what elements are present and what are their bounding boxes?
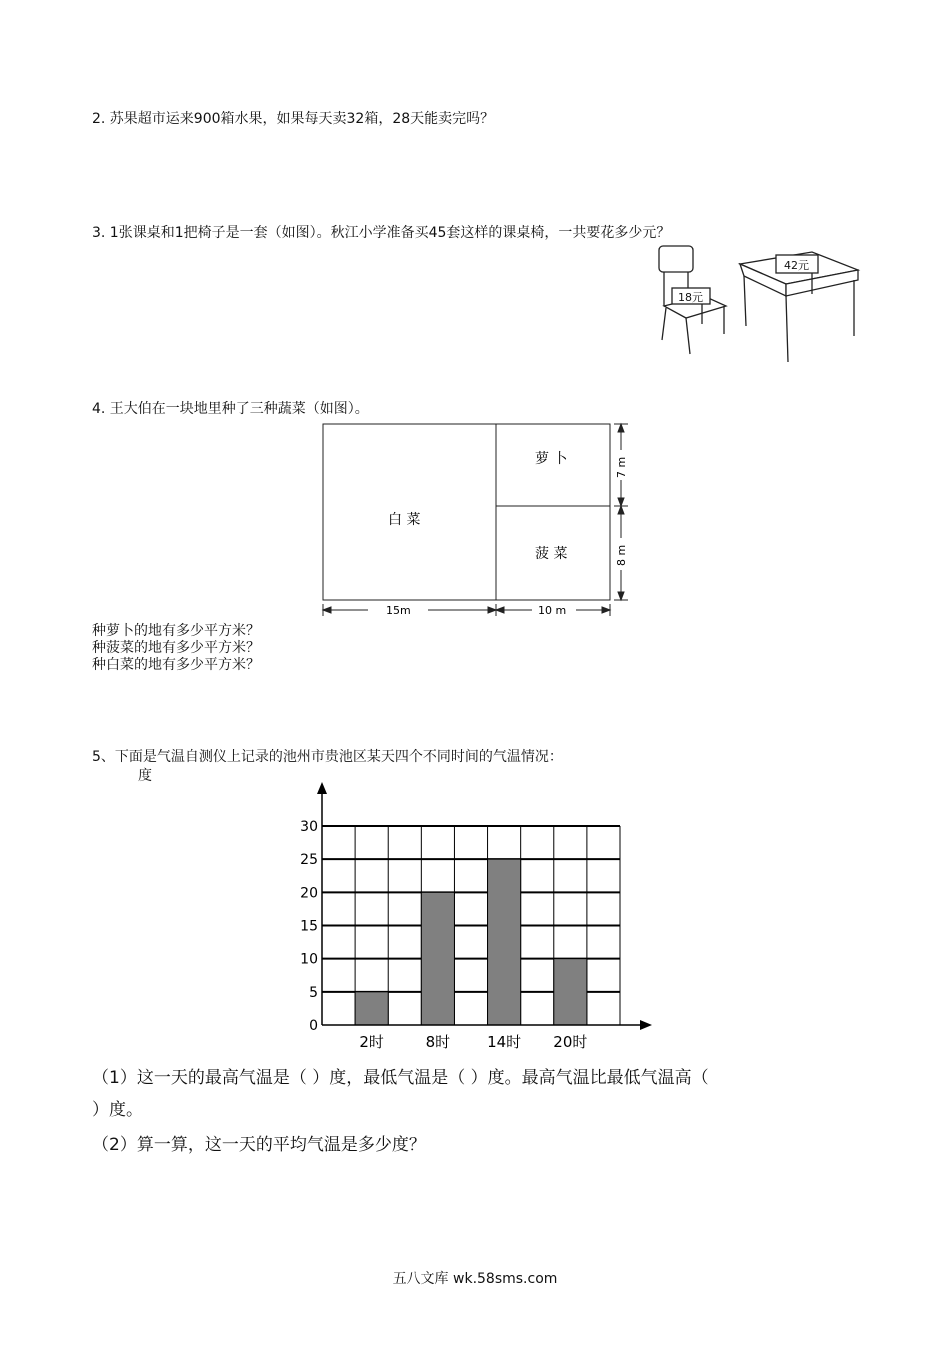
bar-2: [488, 859, 521, 1025]
question-5: 5、下面是气温自测仪上记录的池州市贵池区某天四个不同时间的气温情况：: [92, 749, 563, 765]
vegetable-field-diagram: [310, 418, 640, 618]
spinach-label: 菠 菜: [535, 546, 568, 562]
x-axis-arrow: [640, 1020, 652, 1030]
x-category-label: 20时: [553, 1033, 588, 1051]
y-tick-label: 10: [300, 951, 318, 968]
desk-chair-illustration: [652, 240, 867, 365]
bottom-height-label: 8 m: [615, 544, 628, 566]
y-tick-label: 5: [309, 984, 318, 1001]
bar-3: [554, 959, 587, 1025]
question-4: 4. 王大伯在一块地里种了三种蔬菜（如图）。: [92, 401, 369, 417]
y-tick-label: 25: [300, 852, 318, 869]
bar-0: [355, 992, 388, 1025]
question-5-part-2: （2）算一算，这一天的平均气温是多少度？: [92, 1135, 426, 1155]
question-5-part-1-end: ）度。: [92, 1100, 143, 1120]
y-tick-label: 0: [309, 1018, 318, 1034]
question-4-item-1: 种萝卜的地有多少平方米？: [92, 623, 260, 639]
y-tick-label: 30: [300, 819, 318, 835]
radish-label: 萝 卜: [535, 451, 568, 467]
bar-1: [421, 892, 454, 1025]
y-tick-label: 20: [300, 885, 318, 902]
y-axis-label: 度: [138, 768, 152, 784]
desk-price-tag: 42元: [784, 259, 809, 272]
question-4-item-3: 种白菜的地有多少平方米？: [92, 657, 260, 673]
x-category-label: 8时: [425, 1033, 451, 1051]
temperature-chart: [290, 780, 660, 1075]
left-width-label: 15m: [386, 604, 411, 617]
footer: 五八文库 wk.58sms.com: [392, 1271, 558, 1287]
chair-price-tag: 18元: [678, 291, 703, 304]
y-tick-label: 15: [300, 918, 318, 935]
question-4-item-2: 种菠菜的地有多少平方米？: [92, 640, 260, 656]
question-2: 2. 苏果超市运来900箱水果，如果每天卖32箱，28天能卖完吗？: [92, 111, 495, 127]
y-axis-arrow: [317, 782, 327, 794]
question-3: 3. 1张课桌和1把椅子是一套（如图）。秋江小学准备买45套这样的课桌椅，一共要花多少元？: [92, 225, 671, 241]
cabbage-label: 白 菜: [388, 512, 421, 528]
top-height-label: 7 m: [615, 456, 628, 478]
right-width-label: 10 m: [538, 604, 567, 617]
x-category-label: 14时: [487, 1033, 522, 1051]
question-5-part-1: （1）这一天的最高气温是（ ）度，最低气温是（ ）度。最高气温比最低气温高（: [92, 1068, 709, 1088]
x-category-label: 2时: [359, 1033, 384, 1051]
